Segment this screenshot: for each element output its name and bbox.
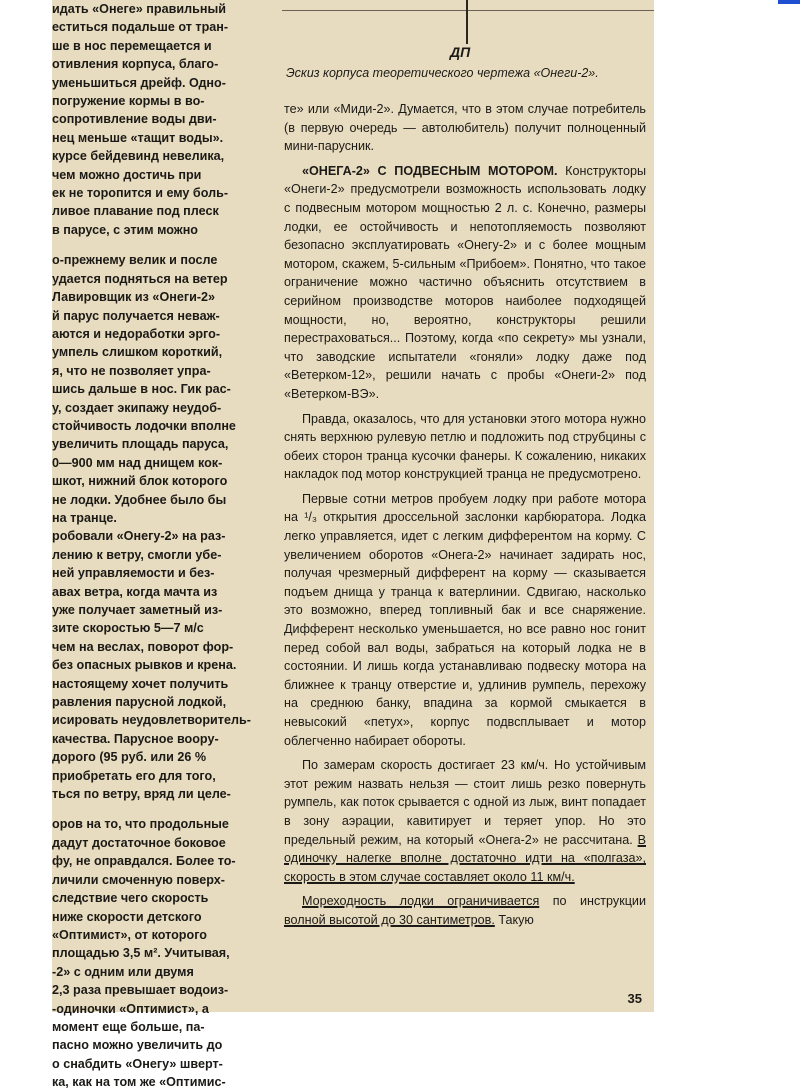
centerline-mark (466, 0, 468, 44)
left-column-line: ек не торопится и ему боль- (52, 186, 229, 201)
paragraph-4 (284, 756, 646, 886)
left-column-line: настоящему хочет получить (52, 676, 229, 691)
left-column-line: еститься подальше от тран- (52, 20, 229, 35)
left-column-line: сопротивление воды дви- (52, 112, 217, 127)
left-column-line: чем можно достичь при (52, 167, 202, 182)
left-column-line: дадут достаточное боковое (52, 835, 226, 850)
left-column-line: шкот, нижний блок которого (52, 474, 228, 489)
left-column-line (52, 803, 262, 815)
corner-accent (778, 0, 800, 4)
left-column-line: «Оптимист», от которого (52, 927, 207, 942)
left-column-line: без опасных рывков и крена. (52, 658, 237, 673)
left-column-line: идать «Онеге» правильный (52, 2, 226, 16)
left-column-line: удается подняться на ветер (52, 271, 228, 286)
paragraph-2: Правда, оказалось, что для установки этого мотора нужно снять верхнюю рулевую петлю и подложить под струбцины с обеих сторон транца кусочки фанеры. К сожалению, никаких накладок под мотор конструкцией транца не предусмотрено. (284, 411, 646, 482)
left-column-line: оров на то, что продольные (52, 817, 229, 832)
left-column-line: стойчивость лодочки вполне (52, 418, 236, 433)
figure-caption: Эскиз корпуса теоретического чертежа «Онеги-2». (286, 66, 599, 80)
left-column-line: уменьшиться дрейф. Одно- (52, 75, 226, 90)
left-column-line: дорого (95 руб. или 26 % (52, 750, 207, 765)
left-column-line: увеличить площадь паруса, (52, 437, 229, 452)
left-column-line: отивления корпуса, благо- (52, 57, 219, 72)
left-column-line: ниже скорости детского (52, 909, 202, 924)
left-column-line: пасно можно увеличить до (52, 1038, 223, 1053)
left-column-line: шись дальше в нос. Гик рас- (52, 382, 231, 397)
paragraph-4-text: По замерам скорость достигает 23 км/ч. Но устойчивым этот режим назвать нельзя — стоит лишь резко повернуть румпель, как поток срывается с одной из лыж, винт попадает в зону аэрации, кавитирует и теряет упор. Но это предельный режим, на который «Онега-2» не рассчитана. (284, 758, 646, 847)
left-column-line: аются и недоработки эрго- (52, 326, 221, 341)
left-column-line: не лодки. Удобнее было бы (52, 492, 227, 507)
page-number: 35 (627, 991, 642, 1006)
paragraph-5 (284, 892, 646, 929)
left-column-line: равления парусной лодкой, (52, 695, 227, 710)
left-column-line: фу, не оправдался. Более то- (52, 854, 236, 869)
left-column-line: ливое плавание под плеск (52, 204, 219, 219)
left-column-line: -одиночки «Оптимист», а (52, 1001, 209, 1016)
left-column-line: уже получает заметный из- (52, 603, 223, 617)
left-column-line: 0—900 мм над днищем кок- (52, 455, 223, 470)
paragraph-0: те» или «Миди-2». Думается, что в этом случае потребитель (в первую очередь — автолюбитель) получит полноценный мини-парусник. (284, 102, 646, 154)
left-column-line: -2» с одним или двумя (52, 964, 194, 979)
underlined-wave-height: волной высотой до 30 сантиметров. (284, 912, 495, 927)
left-column-line: в парусе, с этим можно (52, 222, 198, 237)
left-column-line: приобретать его для того, (52, 768, 216, 783)
left-column-line: у, создает экипажу неудоб- (52, 400, 222, 415)
paragraph-5-tail: Такую (494, 912, 534, 927)
paragraph-3: Первые сотни метров пробуем лодку при работе мотора на ¹/₃ открытия дроссельной заслонки карбюратора. Лодка легко управляется, идет с легким дифферентом на корму. С увеличением оборотов «Онега-2» начинает задирать нос, получая чрезмерный дифферент на корму — сказывается подъем днища у транца к ватерлинии. Сдвигаю, насколько это возможно, вперед топливный бак и все снаряжение. Дифферент несколько уменьшается, но все равно нос гонит перед собой вал воды, забраться на который лодка не в состоянии. И лишь когда устанавливаю подвеску мотора на ближнее к транцу отверстие и, удлинив румпель, перехожу на среднюю банку, впадина за кормой смыкается в невысокий «петух», корпус подвсплывает и мотор облегченно набирает обороты. (284, 491, 646, 748)
left-column-line: следствие чего скорость (52, 891, 209, 906)
paragraph-5-text: по инструкции (539, 894, 646, 909)
left-column-line: умпель слишком короткий, (52, 345, 223, 360)
left-column-line: я, что не позволяет упра- (52, 363, 211, 378)
left-column-line: курсе бейдевинд невелика, (52, 149, 225, 164)
left-column-line: ше в нос перемещается и (52, 38, 212, 53)
centerline-label: ДП (450, 44, 471, 60)
left-column-line: на транце. (52, 510, 117, 525)
left-column-line: момент еще больше, па- (52, 1019, 205, 1034)
left-column-line: личили смоченную поверх- (52, 872, 225, 887)
left-column-line: чем на веслах, поворот фор- (52, 639, 234, 654)
underlined-speed-note: В одиночку налегке вполне достаточно идти на «полгаза», скорость в этом случае составляет около 11 км/ч. (284, 832, 646, 884)
paragraph-1 (284, 162, 646, 404)
left-column-line: о-прежнему велик и после (52, 253, 218, 268)
left-column-line: Лавировщик из «Онеги-2» (52, 290, 216, 305)
left-column-line (52, 239, 262, 251)
left-column-line: 2,3 раза превышает водоиз- (52, 983, 229, 998)
paragraph-1-text: Конструкторы «Онеги-2» предусмотрели возможность использовать лодку с подвесным мотором мощностью 2 л. с. Конечно, размеры лодки, ее остойчивость и непотопляемость позволяют безопасно эксплуатировать «Онегу-2» и с более мощным мотором, скажем, 5-сильным «Прибоем». Понятно, что такое ограничение можно частично объяснить отсутствием в серийном производстве моторов наиболее подходящей мощности, но, вероятно, конструкторы решили перестраховаться... Поэтому, когда «по секрету» мы узнали, что заводские испытатели «гоняли» лодку даже под «Ветерком-12», решили начать с пробы «Онеги-2» под «Ветерком-ВЭ». (284, 163, 647, 401)
section-heading: «ОНЕГА-2» С ПОДВЕСНЫМ МОТОРОМ. (302, 163, 558, 178)
left-column-line: о снабдить «Онегу» шверт- (52, 1056, 223, 1071)
left-column-line: площадью 3,5 м². Учитывая, (52, 946, 230, 961)
left-column (52, 0, 262, 1092)
left-column-line: зите скоростью 5—7 м/с (52, 621, 204, 636)
left-column-line: ка, как на том же «Оптимис- (52, 1075, 226, 1090)
underlined-seaworthiness: Мореходность лодки ограничивается (302, 894, 540, 909)
left-column-line: погружение кормы в во- (52, 94, 205, 109)
scanned-page (52, 0, 654, 1090)
left-column-line: качества. Парусное воору- (52, 731, 219, 746)
right-column (284, 100, 646, 936)
hull-sketch-figure (282, 0, 654, 92)
left-column-line: исировать неудовлетворитель- (52, 713, 251, 728)
left-column-line: ней управляемости и без- (52, 566, 215, 581)
left-column-line: ться по ветру, вряд ли целе- (52, 787, 231, 802)
left-column-line: робовали «Онегу-2» на раз- (52, 529, 226, 544)
left-column-line: лению к ветру, смогли убе- (52, 547, 222, 562)
left-column-line: авах ветра, когда мачта из (52, 584, 218, 599)
figure-frame-line (282, 10, 654, 11)
left-column-line: й парус получается неваж- (52, 308, 220, 323)
left-column-line: нец меньше «тащит воды». (52, 130, 224, 145)
